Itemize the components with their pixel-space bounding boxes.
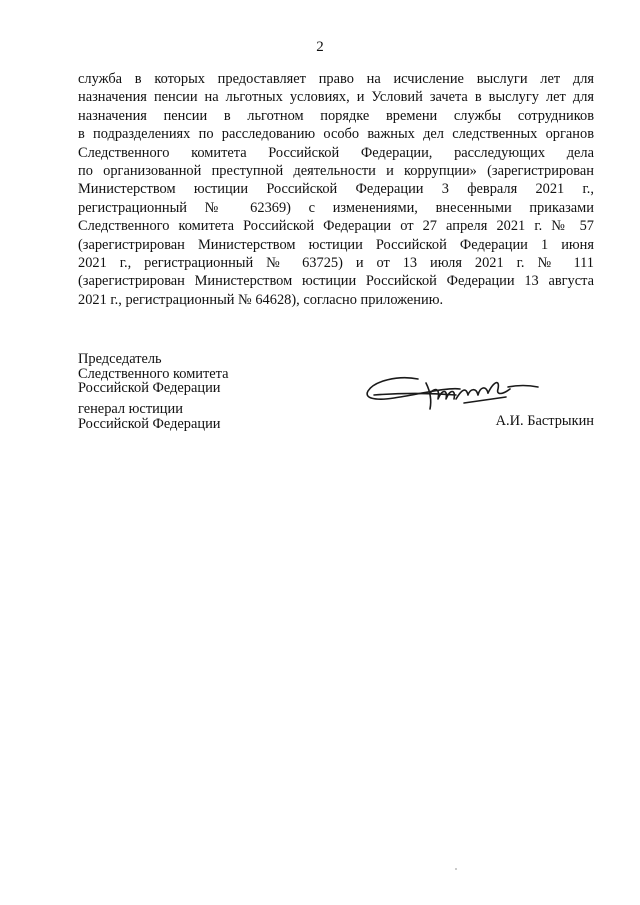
body-line: служба в которых предоставляет право на исчисление выслуги лет для	[78, 71, 594, 87]
signer-rank	[78, 402, 220, 431]
signer-position-line: Председатель	[78, 351, 162, 367]
body-line: (зарегистрирован Министерством юстиции Российской Федерации 1 июня	[78, 236, 594, 253]
body-line: (зарегистрирован Министерством юстиции Российской Федерации 13 августа	[78, 273, 594, 290]
signer-rank-line: Российской Федерации	[78, 415, 221, 432]
signer-position-line: Российской Федерации	[78, 380, 221, 396]
body-line: 2021 г., регистрационный № 63725) и от 13 июля 2021 г. № 111	[78, 255, 594, 272]
body-line: назначения пенсии на льготных условиях, и Условий зачета в выслугу лет для	[78, 89, 594, 106]
body-line: в подразделениях по расследованию особо важных дел следственных органов	[78, 126, 594, 143]
page-number: 2	[316, 39, 324, 55]
body-line: Следственного комитета Российской Федерации от 27 апреля 2021 г. № 57	[78, 218, 594, 235]
body-line: назначения пенсии в льготном порядке времени службы сотрудников	[78, 107, 594, 124]
signer-rank-line: генерал юстиции	[78, 401, 183, 417]
signer-position	[78, 352, 229, 396]
body-line: по организованной преступной деятельности и коррупции» (зарегистрирован	[78, 163, 594, 180]
signer-position-line: Следственного комитета	[78, 365, 229, 382]
body-line: регистрационный № 62369) с изменениями, внесенными приказами	[78, 199, 594, 216]
body-line: Следственного комитета Российской Федерации, расследующих дела	[78, 144, 594, 161]
handwritten-signature	[360, 365, 550, 415]
body-paragraph	[78, 70, 594, 309]
scan-speck	[455, 868, 457, 870]
body-line: Министерством юстиции Российской Федерации 3 февраля 2021 г.,	[78, 181, 594, 198]
body-line: 2021 г., регистрационный № 64628), согласно приложению.	[78, 291, 444, 308]
signer-name: А.И. Бастрыкин	[495, 413, 594, 429]
